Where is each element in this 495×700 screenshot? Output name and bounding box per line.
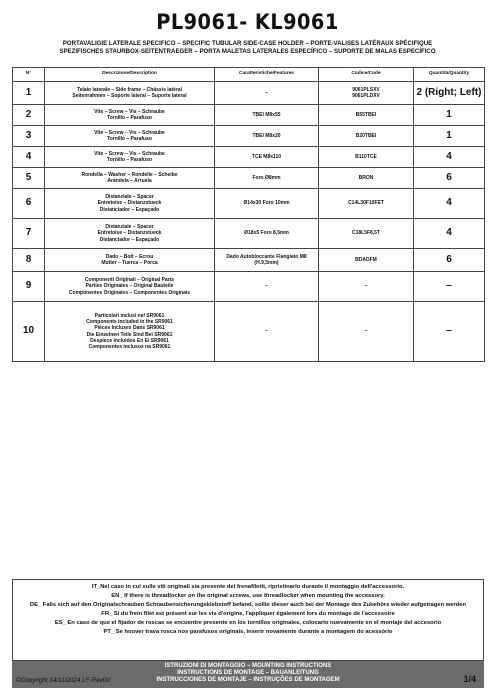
cell-code [319, 105, 414, 126]
note-es: ES_ En caso de que el fijador de roscas se encuentre presente en los tornillos originales, colocarlo nuevamente en el montaje del accesorio [54, 619, 442, 626]
cell-quantity: 6 [414, 249, 485, 272]
cell-code [319, 302, 414, 362]
cell-features [215, 302, 319, 362]
cell-description [45, 126, 215, 147]
cell-description [45, 219, 215, 249]
cell-code [319, 126, 414, 147]
features-line: – [265, 89, 268, 96]
cell-number: 7 [13, 219, 45, 249]
table-header-row [13, 68, 485, 82]
cell-description [45, 168, 215, 189]
code-line: BDADFM [355, 256, 377, 263]
footer-line-3: INSTRUCCIONES DE MONTAJE – INSTRUÇÕES DE MONTAGEM [156, 677, 340, 684]
cell-code [319, 147, 414, 168]
code-line: BRON [358, 174, 374, 181]
description-line: Entretoise – Distanzstueck [97, 230, 162, 237]
description-line: Despiece incluidos En El SR9061 [90, 337, 169, 344]
cell-quantity: 1 [414, 105, 485, 126]
note-fr: FR_ Si du frein filet est présent sur les vis d'origine, l'appliquer également lors du montage de l'accessoire [101, 610, 395, 617]
description-line: Pièces Incluses Dans SR9061 [94, 325, 165, 332]
cell-features [215, 168, 319, 189]
cell-code [319, 168, 414, 189]
cell-quantity: 6 [414, 168, 485, 189]
table-row [13, 272, 485, 302]
parts-table [12, 67, 485, 362]
footer-bar [12, 661, 484, 688]
description-line: Componenti Originali – Original Parts [84, 277, 175, 284]
note-pt: PT_ Se houver trava rosca nos parafusos originais, inserir novamente durante a montagem do acessório [103, 628, 393, 635]
description-line: Die Einzelnen Teile Sind Bei SR9061 [86, 331, 173, 338]
code-line: B55TBEI [355, 111, 377, 118]
cell-code [319, 189, 414, 219]
features-line: Dado Autobloccante Flangiato M8 [226, 253, 307, 260]
table-row [13, 249, 485, 272]
features-line: (H.9,5mm) [254, 260, 279, 266]
cell-number: 8 [13, 249, 45, 272]
description-line: Entretoise – Distanzstueck [97, 200, 162, 207]
features-line: Ø14x30 Foro 10mm [243, 200, 290, 207]
note-de: DE_ Falls sich auf den Originalschrauben Schraubensicherungsklebstoff befand, sollte dieser auch bei der Montage des Zubehörs wieder aufgetragen werden [29, 601, 467, 608]
cell-features [215, 82, 319, 105]
header-quantity: Quantità/Quantity [414, 68, 485, 82]
cell-number: 4 [13, 147, 45, 168]
features-line: Ø18x5 Foro 8,5mm [244, 230, 289, 237]
cell-quantity: 4 [414, 189, 485, 219]
cell-features [215, 272, 319, 302]
code-line: 9061PLSXV [352, 86, 380, 93]
cell-features [215, 249, 319, 272]
header-number: N° [13, 68, 45, 82]
parts-table-body [13, 82, 485, 362]
description-line: Componentes Originales – Componentes Originais [68, 289, 191, 296]
description-line: Vite – Screw – Vis – Schraube [94, 129, 165, 136]
cell-number: 9 [13, 272, 45, 302]
header-code: Codice/Code [319, 68, 414, 82]
cell-quantity: 2 (Right; Left) [414, 82, 485, 105]
code-line: B20TBEI [355, 132, 377, 139]
description-line: Telaio laterale – Side frame – Châssis latéral [77, 86, 182, 93]
document-title: PL9061- KL9061 [156, 10, 339, 34]
table-row [13, 219, 485, 249]
features-line: TBEI M8x55 [252, 111, 281, 118]
subtitle-line-2: SPEZIFISCHES STAURBOX-SEITENTRAEGER – PORTA MALETAS LATERALES ESPECÍFICO – SUPORTE DE MALAS ESPECÍFICO [59, 48, 436, 55]
description-line: Tornillo – Parafuso [107, 157, 152, 163]
table-row [13, 147, 485, 168]
table-row [13, 189, 485, 219]
features-line: – [265, 328, 268, 335]
cell-number: 6 [13, 189, 45, 219]
cell-code [319, 82, 414, 105]
code-line: – [364, 328, 368, 335]
description-line: Dado – Bolt – Ecrou [105, 253, 154, 260]
cell-features [215, 126, 319, 147]
description-line: Mutter – Tuerca – Porca [101, 260, 158, 266]
description-line: Distanciador – Espaçado [99, 236, 160, 243]
table-row [13, 82, 485, 105]
description-line: Rondella – Washer – Rondelle – Scheibe [81, 171, 178, 178]
cell-features [215, 219, 319, 249]
description-line: Distanziale – Spacer [105, 194, 154, 201]
page-number: 1/4 [463, 674, 476, 684]
description-line: Vite – Screw – Vis – Schraube [94, 108, 165, 115]
code-line: 9061PLDXV [352, 93, 380, 99]
cell-quantity: 4 [414, 219, 485, 249]
footer-line-2: INSTRUCTIONS DE MONTAGE – BAUANLEITUNG [177, 670, 319, 677]
features-line: TCE M8x110 [251, 153, 282, 160]
cell-description [45, 105, 215, 126]
features-line: TBEI M8x20 [252, 132, 281, 139]
cell-description [45, 272, 215, 302]
cell-features [215, 147, 319, 168]
cell-description [45, 302, 215, 362]
cell-number: 10 [13, 302, 45, 362]
cell-description [45, 189, 215, 219]
cell-number: 1 [13, 82, 45, 105]
header-features: Caratteristiche/Features [215, 68, 319, 82]
footer-line-1: ISTRUZIONI DI MONTAGGIO – MOUNTING INSTRUCTIONS [164, 663, 332, 669]
description-line: Tornillo – Parafuso [107, 115, 152, 121]
copyright: ©Copyright 14/11/2024 LF-Rev00 [16, 677, 110, 684]
description-line: Particolari inclusi nel SR9061 [94, 312, 165, 319]
description-line: Components included in the SR9061 [86, 318, 173, 325]
cell-description [45, 147, 215, 168]
description-line: Parties Originales – Original Bauteile [85, 283, 174, 290]
cell-features [215, 105, 319, 126]
note-it: IT_Nel caso in cui sulle viti originali sia presente del frenafiletti, ripristinarlo durante il montaggio dell'accessorio. [91, 584, 405, 590]
subtitle-line-1: PORTAVALIGIE LATERALE SPECIFICO – SPECIFIC TUBULAR SIDE-CASE HOLDER – PORTE-VALISES LATÉRAUX SPÉCIFIQUE [62, 40, 433, 47]
cell-description [45, 82, 215, 105]
table-row [13, 302, 485, 362]
description-line: Vite – Screw – Vis – Schraube [94, 150, 165, 157]
cell-quantity: – [414, 302, 485, 362]
cell-number: 2 [13, 105, 45, 126]
cell-code [319, 219, 414, 249]
cell-code [319, 249, 414, 272]
description-line: Distanziale – Spacer [105, 224, 154, 231]
code-line: C18L5F8,5T [351, 230, 381, 237]
cell-number: 5 [13, 168, 45, 189]
features-line: – [265, 283, 268, 290]
table-row [13, 126, 485, 147]
description-line: Componentes inclusos na SR9061 [88, 344, 171, 351]
cell-code [319, 272, 414, 302]
threadlocker-notes [12, 579, 484, 661]
cell-quantity: 4 [414, 147, 485, 168]
cell-features [215, 189, 319, 219]
code-line: C14L30F10FET [348, 200, 384, 207]
cell-quantity: – [414, 272, 485, 302]
description-line: Seitenrahmen – Soporte lateral – Suporte lateral [72, 93, 187, 99]
header-description: Descrizione/Description [45, 68, 215, 82]
description-line: Arandela – Arruela [107, 178, 152, 184]
cell-number: 3 [13, 126, 45, 147]
code-line: B110TCE [355, 153, 377, 160]
description-line: Distanciador – Espaçado [99, 206, 160, 213]
code-line: – [364, 283, 368, 290]
description-line: Tornillo – Parafuso [107, 136, 152, 142]
cell-description [45, 249, 215, 272]
table-row [13, 105, 485, 126]
cell-quantity: 1 [414, 126, 485, 147]
features-line: Foro Ø8mm [252, 174, 281, 181]
note-en: EN_ If there is threadlocker on the original screws, use threadlocker when mounting the accessory. [111, 592, 385, 599]
table-row [13, 168, 485, 189]
